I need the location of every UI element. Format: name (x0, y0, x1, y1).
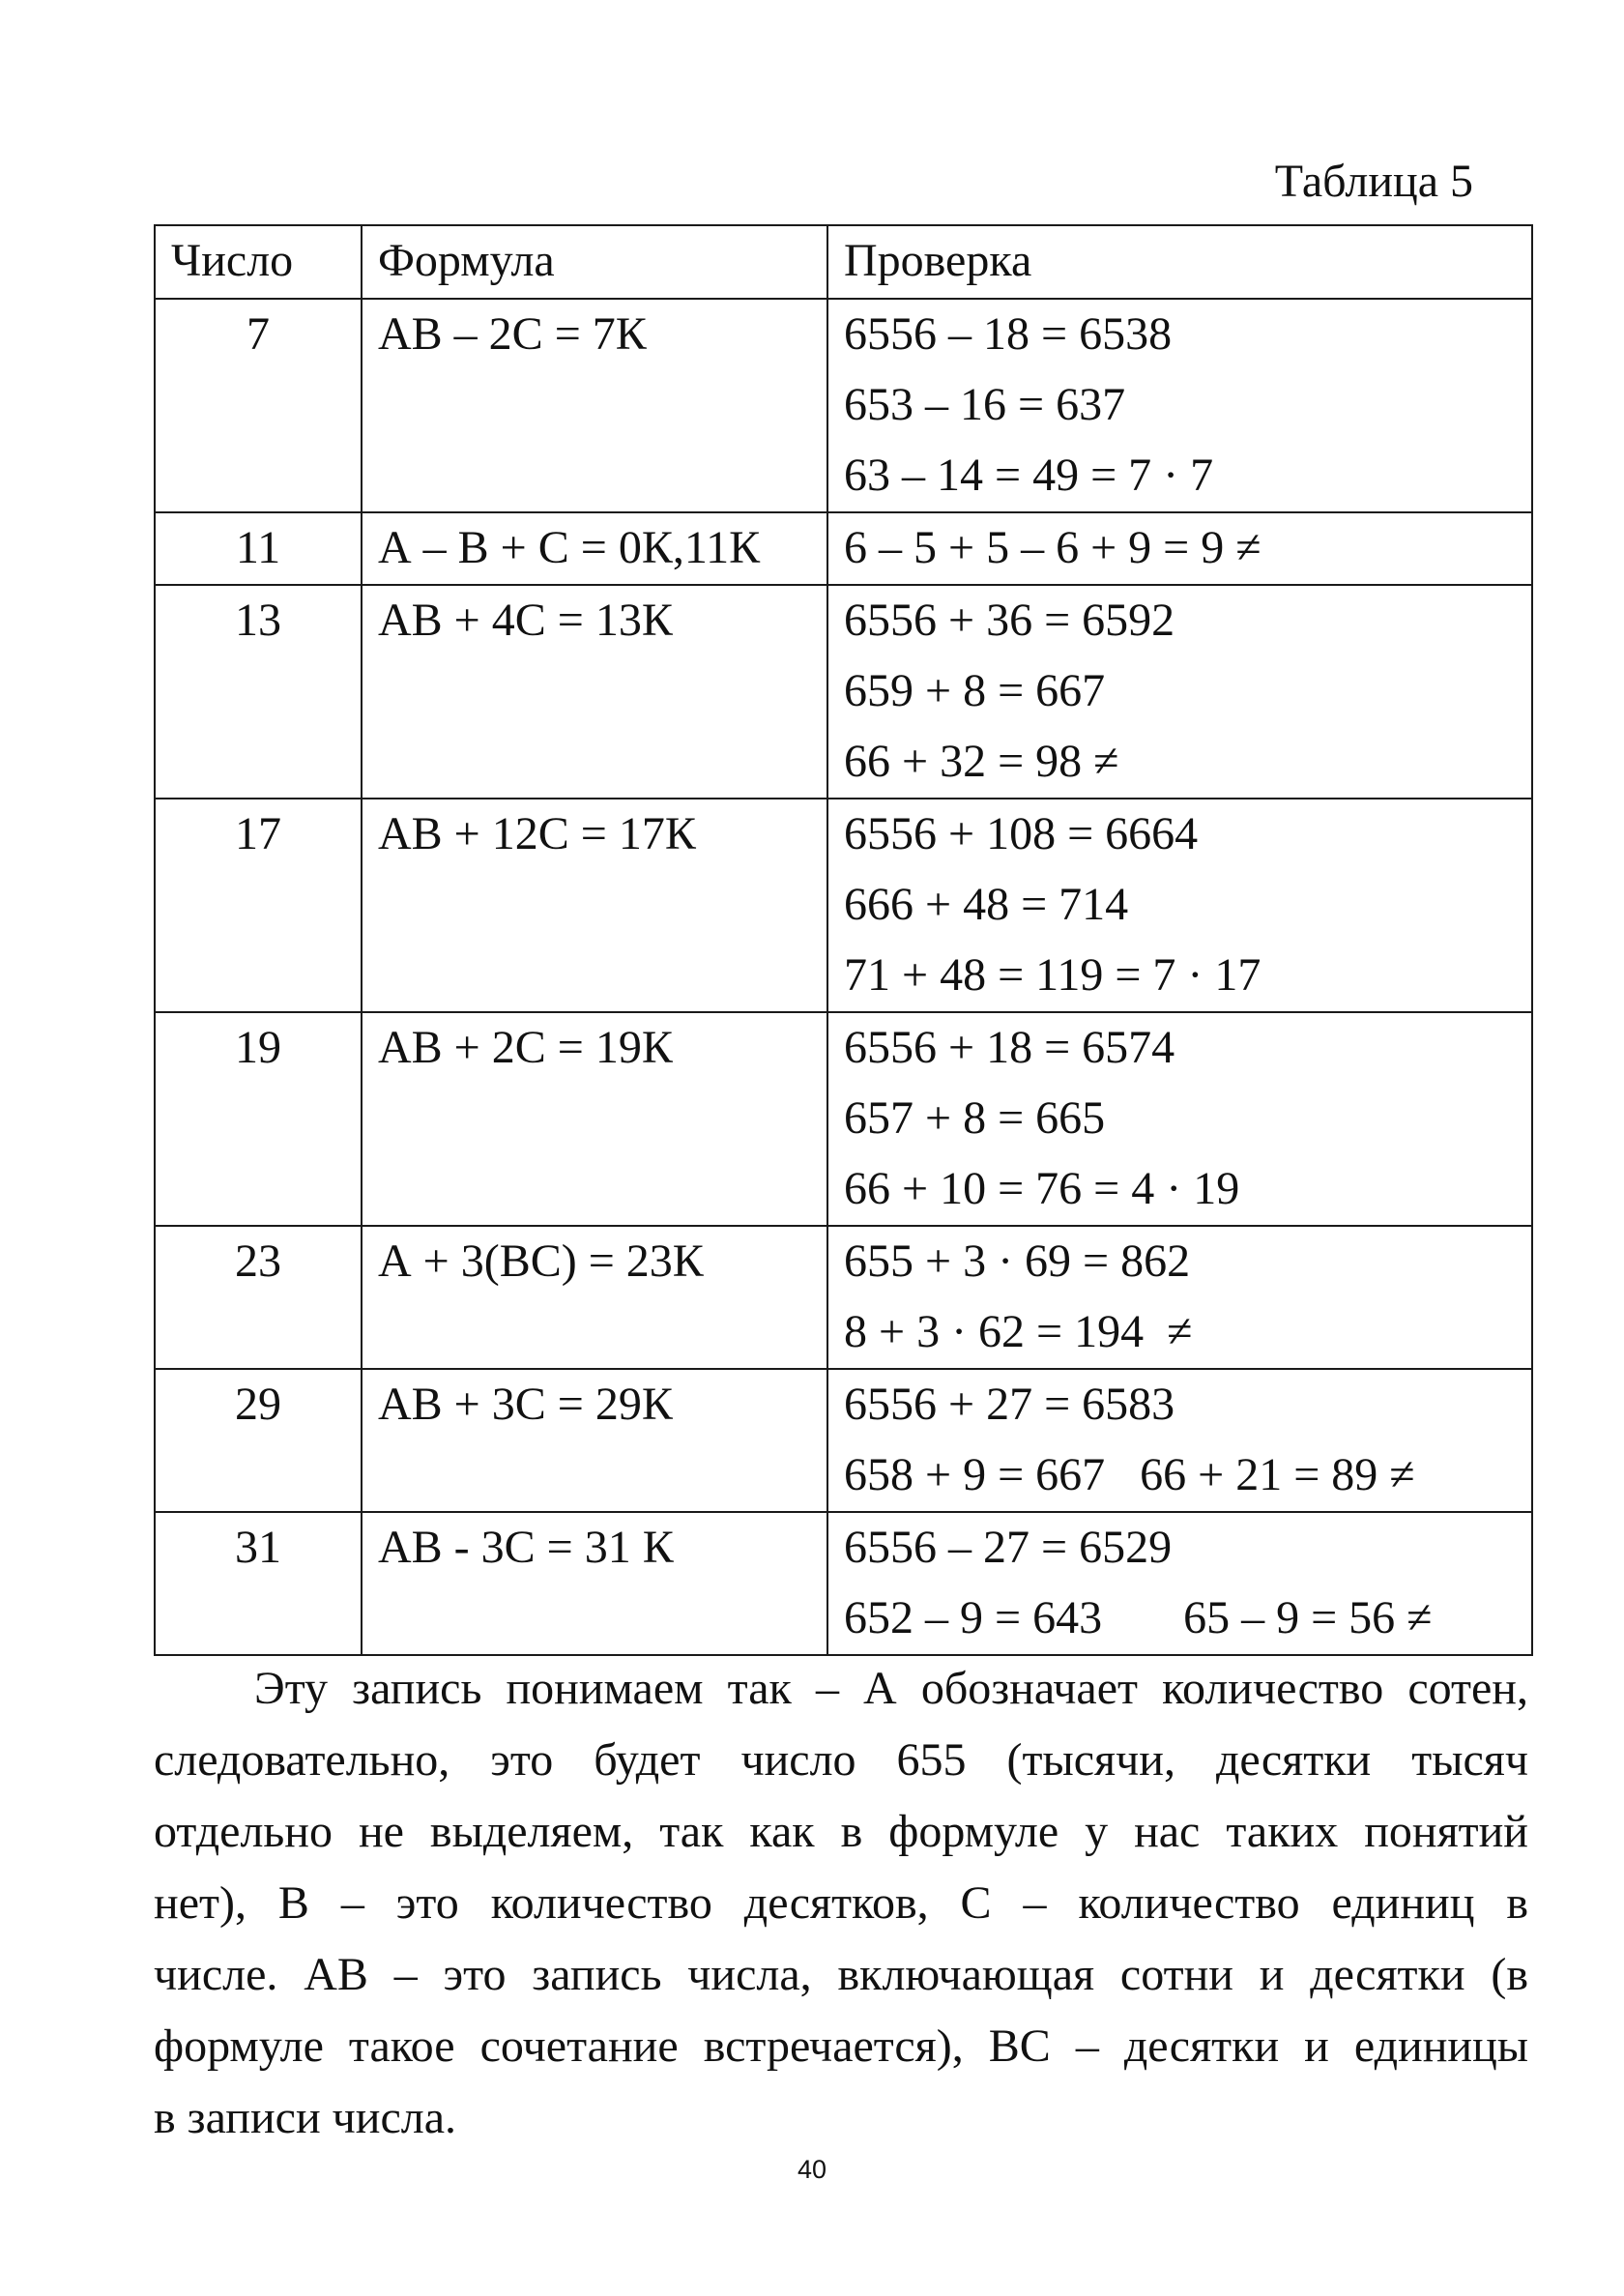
formula-text: АВ + 4С = 13К (378, 595, 673, 646)
paragraph-line: числе. АВ – это запись числа, включающая сотни и десятки (в (154, 1949, 1528, 2000)
cell-number (155, 585, 362, 799)
paragraph-line: в записи числа. (154, 2092, 457, 2143)
explanation-paragraph (154, 1653, 1528, 2154)
cell-number (155, 1512, 362, 1655)
check-line: 6556 + 108 = 6664 (844, 808, 1199, 859)
divisibility-table (154, 224, 1533, 1656)
formula-text: АВ - 3С = 31 К (378, 1522, 674, 1573)
formula-text: АВ + 3С = 29К (378, 1379, 673, 1430)
header-number: Число (155, 225, 362, 299)
cell-check (827, 1226, 1532, 1369)
table-row (155, 1012, 1532, 1226)
check-line: 63 – 14 = 49 = 7 · 7 (844, 450, 1214, 501)
formula-text: А – В + С = 0К,11К (378, 522, 761, 573)
table-row (155, 1512, 1532, 1655)
check-line: 66 + 10 = 76 = 4 · 19 (844, 1163, 1240, 1214)
table-row (155, 1226, 1532, 1369)
formula-text: АВ + 12С = 17К (378, 808, 696, 859)
table-row (155, 512, 1532, 585)
paragraph-line: формуле такое сочетание встречается), ВС – десятки и единицы (154, 2020, 1528, 2072)
check-line: 658 + 9 = 667 66 + 21 = 89 ≠ (844, 1449, 1415, 1500)
cell-check (827, 1512, 1532, 1655)
table-row (155, 299, 1532, 512)
table-row (155, 1369, 1532, 1512)
paragraph-line: нет), В – это количество десятков, С – количество единиц в (154, 1877, 1528, 1929)
cell-check (827, 299, 1532, 512)
number-text: 17 (235, 808, 281, 859)
cell-formula (362, 1226, 827, 1369)
cell-check (827, 1369, 1532, 1512)
cell-number (155, 1226, 362, 1369)
check-line: 6556 – 18 = 6538 (844, 308, 1173, 360)
table-header-row (155, 225, 1532, 299)
cell-formula (362, 1512, 827, 1655)
number-text: 11 (235, 522, 281, 573)
table-caption: Таблица 5 (1274, 156, 1473, 207)
cell-check (827, 799, 1532, 1012)
cell-formula (362, 299, 827, 512)
check-line: 659 + 8 = 667 (844, 665, 1106, 716)
cell-formula (362, 512, 827, 585)
paragraph-line: следовательно, это будет число 655 (тысячи, десятки тысяч (154, 1734, 1528, 1786)
table-row (155, 585, 1532, 799)
cell-number (155, 299, 362, 512)
cell-check (827, 1012, 1532, 1226)
check-line: 666 + 48 = 714 (844, 879, 1129, 930)
cell-check (827, 585, 1532, 799)
check-line: 6556 + 18 = 6574 (844, 1022, 1175, 1073)
cell-number (155, 512, 362, 585)
table-row (155, 799, 1532, 1012)
header-check: Проверка (827, 225, 1532, 299)
check-line: 66 + 32 = 98 ≠ (844, 736, 1119, 787)
cell-number (155, 1369, 362, 1512)
paragraph-line: отдельно не выделяем, так как в формуле у нас таких понятий (154, 1806, 1528, 1857)
check-line: 6556 + 36 = 6592 (844, 595, 1175, 646)
formula-text: АВ + 2С = 19К (378, 1022, 673, 1073)
cell-formula (362, 1012, 827, 1226)
formula-text: А + 3(ВС) = 23К (378, 1235, 704, 1287)
check-line: 6556 + 27 = 6583 (844, 1379, 1175, 1430)
number-text: 29 (235, 1379, 281, 1430)
check-line: 6 – 5 + 5 – 6 + 9 = 9 ≠ (844, 522, 1262, 573)
number-text: 7 (246, 308, 270, 360)
cell-check (827, 512, 1532, 585)
check-line: 653 – 16 = 637 (844, 379, 1126, 430)
number-text: 19 (235, 1022, 281, 1073)
check-line: 652 – 9 = 643 65 – 9 = 56 ≠ (844, 1592, 1433, 1643)
cell-formula (362, 585, 827, 799)
page-number: 40 (797, 2155, 827, 2184)
number-text: 13 (235, 595, 281, 646)
cell-formula (362, 1369, 827, 1512)
check-line: 657 + 8 = 665 (844, 1092, 1106, 1144)
formula-text: АВ – 2С = 7К (378, 308, 647, 360)
number-text: 31 (235, 1522, 281, 1573)
paragraph-line: Эту запись понимаем так – А обозначает количество сотен, (254, 1663, 1528, 1714)
cell-formula (362, 799, 827, 1012)
check-line: 8 + 3 · 62 = 194 ≠ (844, 1306, 1193, 1357)
number-text: 23 (235, 1235, 281, 1287)
header-formula: Формула (362, 225, 827, 299)
check-line: 655 + 3 · 69 = 862 (844, 1235, 1191, 1287)
check-line: 6556 – 27 = 6529 (844, 1522, 1173, 1573)
check-line: 71 + 48 = 119 = 7 · 17 (844, 949, 1262, 1001)
cell-number (155, 1012, 362, 1226)
cell-number (155, 799, 362, 1012)
